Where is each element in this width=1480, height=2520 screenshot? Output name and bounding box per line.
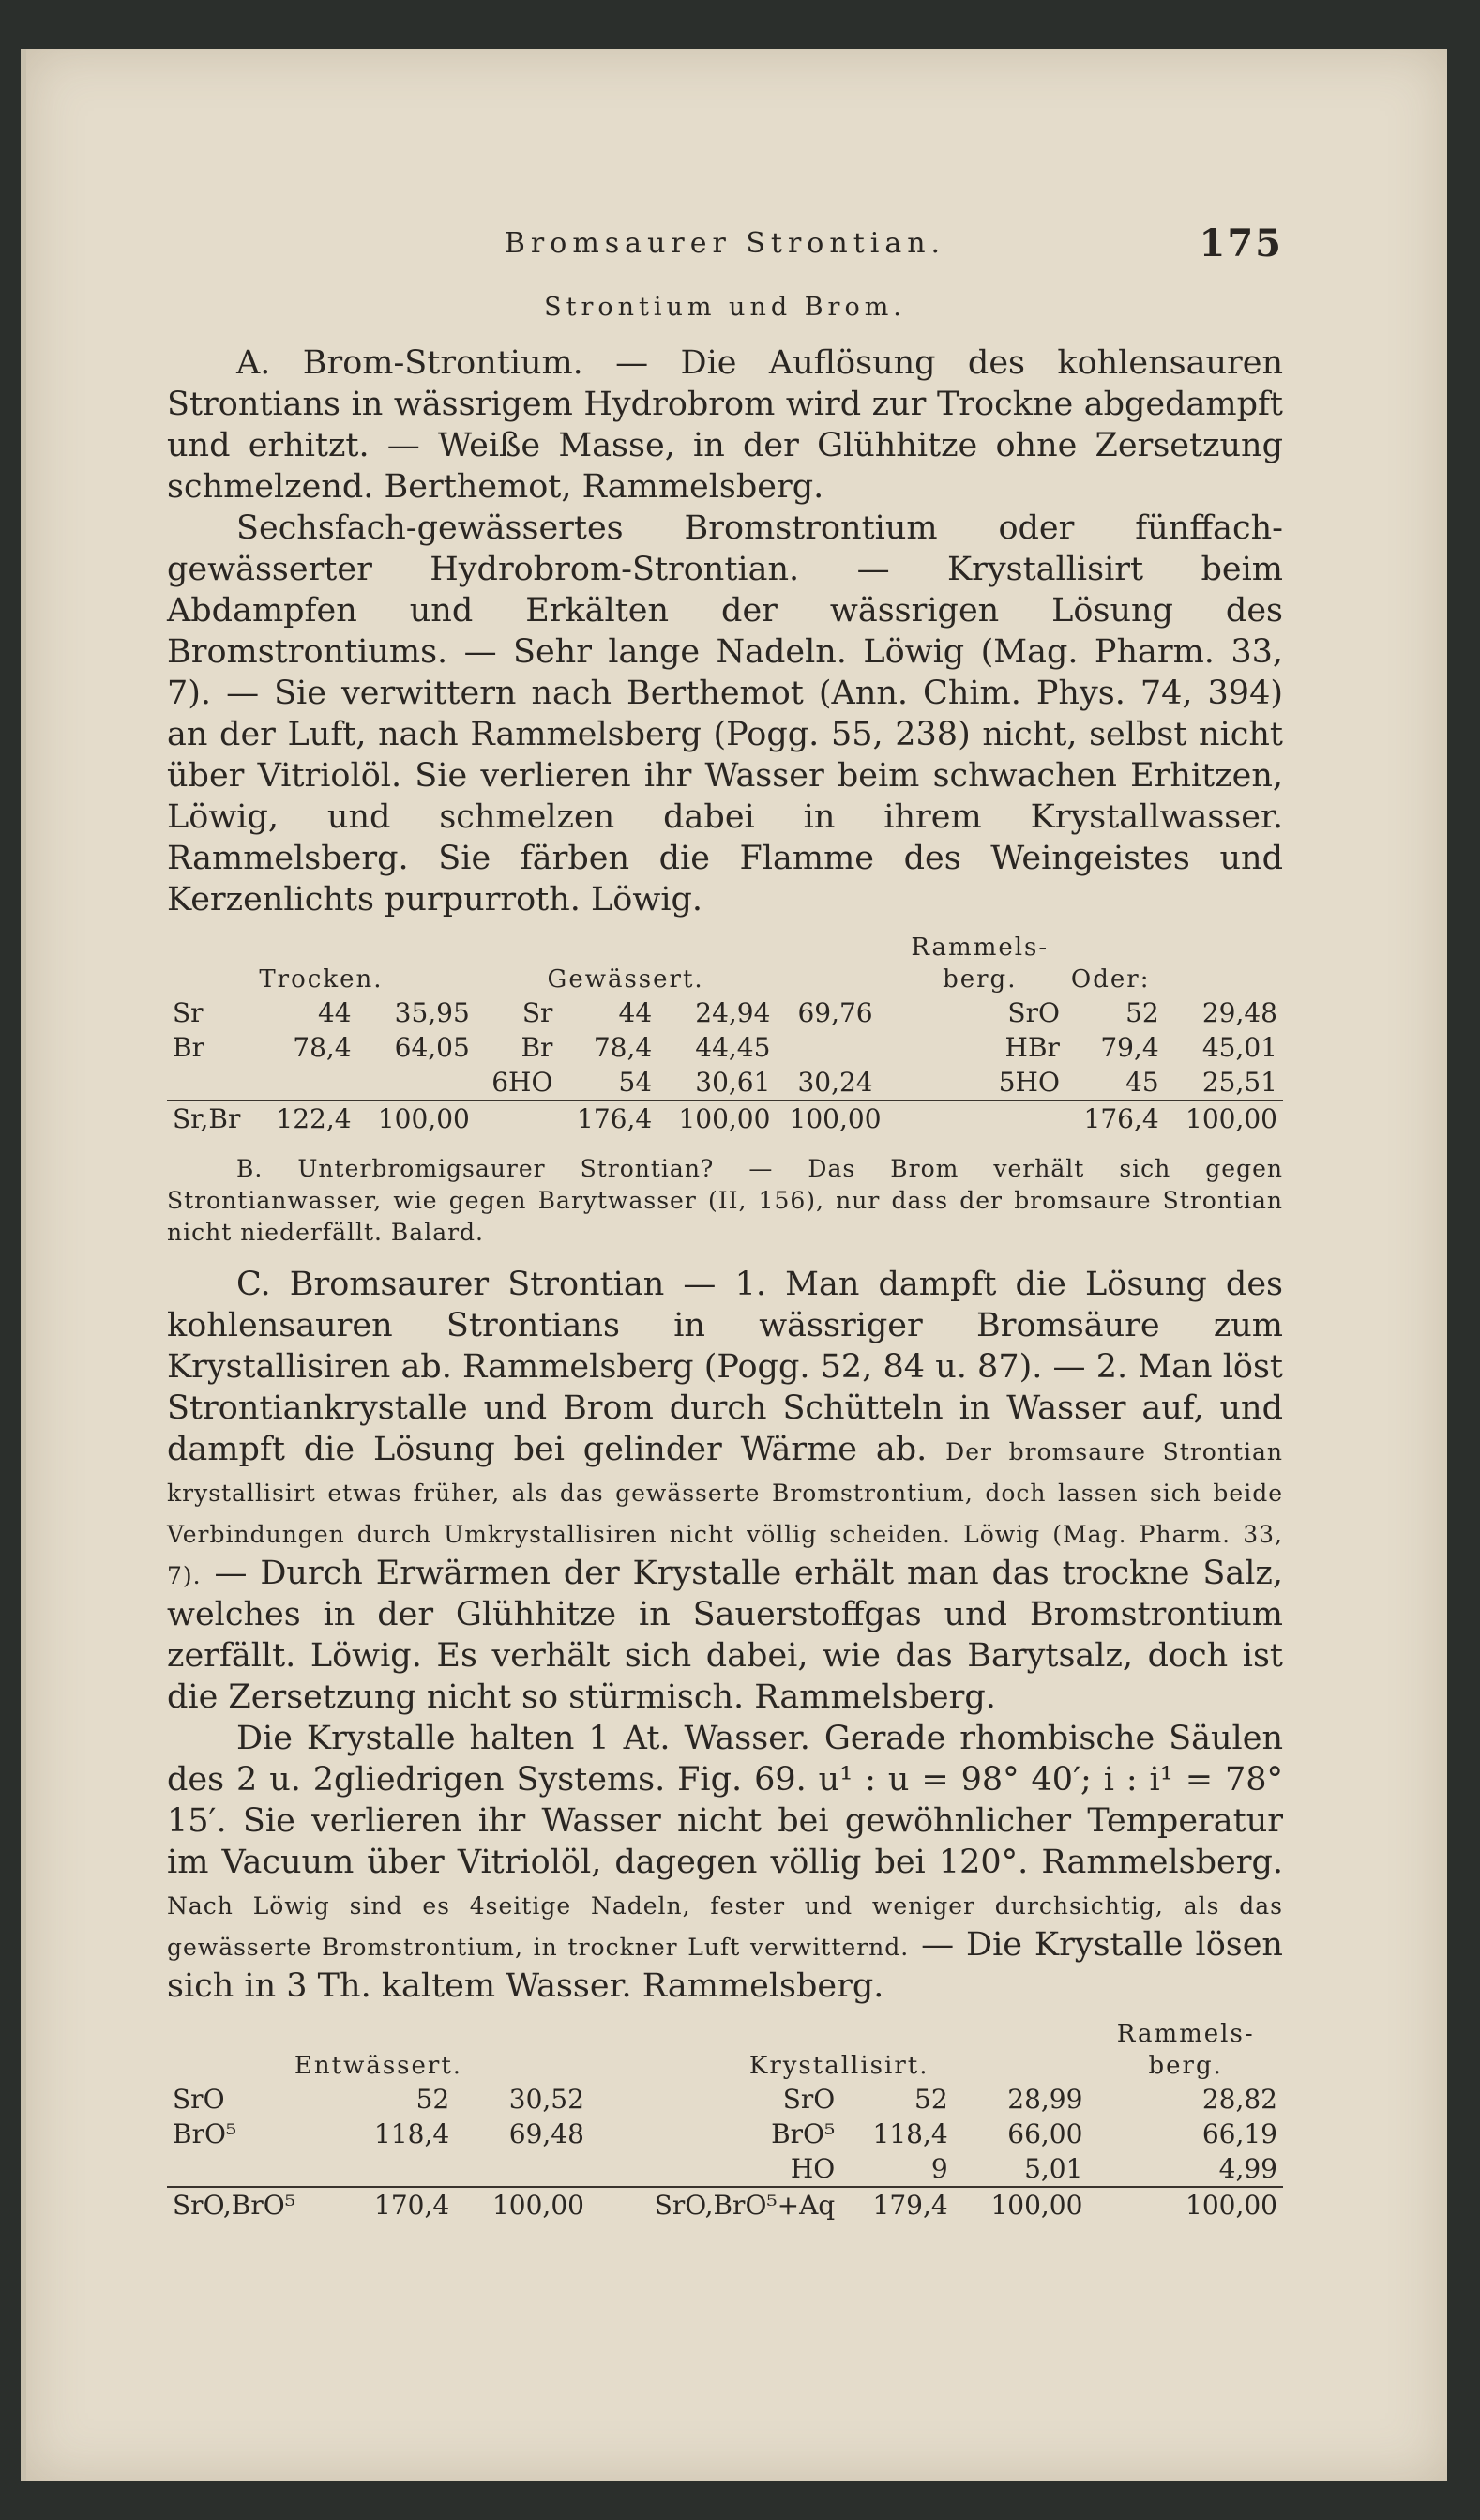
cell: SrO,BrO⁵+Aq [590, 2187, 840, 2223]
cell: 45 [1125, 1067, 1159, 1098]
cell: 30,61 [695, 1067, 771, 1098]
table-c-head-berg: berg. [1148, 2052, 1223, 2080]
cell: BrO⁵ [771, 2118, 836, 2149]
cell [776, 1030, 894, 1065]
cell: 5,01 [1024, 2153, 1083, 2184]
cell: 35,95 [394, 997, 470, 1028]
cell: HBr [1004, 1032, 1060, 1063]
cell: 100,00 [357, 1101, 476, 1136]
table-row [167, 2082, 1283, 2117]
cell [455, 2151, 590, 2187]
cell: 66,00 [1007, 2118, 1083, 2149]
cell: 78,4 [293, 1032, 352, 1063]
table-total-row [167, 2187, 1283, 2223]
cell [476, 1101, 559, 1136]
section-c-p1-small: Der bromsaure Strontian krystallisirt etwas früher, als das gewässerte Bromstrontium, doch lassen sich beide Verbindungen durch Umkrystallisiren nicht völlig scheiden. Löwig (Mag. Pharm. 33, 7). [167, 1438, 1283, 1589]
table-c-head-krystallisirt: Krystallisirt. [748, 2052, 929, 2080]
cell: 66,19 [1201, 2118, 1277, 2149]
table-total-row [167, 1101, 1283, 1136]
cell: 118,4 [374, 2118, 450, 2149]
cell: SrO [173, 2084, 225, 2115]
cell [167, 2151, 342, 2187]
table-c-head-entwaessert: Entwässert. [294, 2052, 463, 2080]
cell [342, 2151, 455, 2187]
cell: 45,01 [1201, 1032, 1277, 1063]
cell [167, 1065, 258, 1101]
cell: 118,4 [872, 2118, 948, 2149]
cell: 30,24 [797, 1067, 873, 1098]
section-c-paragraph-2 [167, 1718, 1283, 2007]
cell: 122,4 [258, 1101, 357, 1136]
table-a-head-oder: Oder: [1070, 965, 1151, 994]
table-c-header-rammels [167, 2018, 1283, 2050]
table-a-header-rammels [167, 932, 1283, 964]
cell: 52 [1125, 997, 1159, 1028]
cell: Br [173, 1032, 204, 1063]
cell: 9 [930, 2153, 948, 2184]
section-heading: Strontium und Brom. [544, 293, 906, 322]
cell [895, 1101, 1065, 1136]
section-c-p1-text: C. Bromsaurer Strontian — 1. Man dampft die Lösung des kohlensauren Strontians in wässriger Bromsäure zum Krystallisiren ab. Rammelsberg (Pogg. 52, 84 u. 87). — 2. Man löst Strontiankrystalle und Brom durch Schütteln in Wasser auf, und dampft die Lösung bei gelinder Wärme ab. [167, 1266, 1283, 1468]
cell: 69,48 [508, 2118, 584, 2149]
cell: 5HO [998, 1067, 1060, 1098]
cell: 100,00 [954, 2187, 1089, 2223]
section-b-paragraph: B. Unterbromigsaurer Strontian? — Das Brom verhält sich gegen Strontianwasser, wie gegen Barytwasser (II, 156), nur dass der bromsaure Strontian nicht niederfällt. Balard. [167, 1155, 1283, 1246]
cell: 28,99 [1007, 2084, 1083, 2115]
table-row [167, 2151, 1283, 2187]
cell: 4,99 [1218, 2153, 1277, 2184]
cell: SrO,BrO⁵ [167, 2187, 342, 2223]
cell: 24,94 [695, 997, 771, 1028]
table-a [167, 932, 1283, 1136]
cell: 64,05 [394, 1032, 470, 1063]
running-title: Bromsaurer Strontian. [504, 227, 946, 260]
cell: 54 [618, 1067, 653, 1098]
cell: 79,4 [1100, 1032, 1159, 1063]
table-a-header [167, 964, 1283, 995]
cell: 170,4 [342, 2187, 455, 2223]
cell: 176,4 [558, 1101, 657, 1136]
table-row [167, 1065, 1283, 1101]
table-row [167, 2117, 1283, 2151]
section-a-paragraph-1: A. Brom-Strontium. — Die Auflösung des kohlensauren Strontians in wässrigem Hydrobrom wird zur Trockne abgedampft und erhitzt. — Weiße Masse, in der Glühhitze ohne Zersetzung schmelzend. Berthemot, Rammelsberg. [167, 344, 1283, 506]
cell [258, 1065, 357, 1101]
table-a-head-berg: berg. [943, 965, 1018, 994]
table-a-head-trocken: Trocken. [259, 965, 384, 994]
cell: 100,00 [776, 1101, 894, 1136]
table-c [167, 2018, 1283, 2223]
table-row [167, 1030, 1283, 1065]
cell: 69,76 [797, 997, 873, 1028]
cell [357, 1065, 476, 1101]
cell: Sr,Br [167, 1101, 258, 1136]
cell: 44,45 [695, 1032, 771, 1063]
cell: 29,48 [1201, 997, 1277, 1028]
cell: HO [790, 2153, 836, 2184]
section-c-p2-end: — Die Krystalle lösen sich in 3 Th. kaltem Wasser. Rammelsberg. [167, 1926, 1283, 2005]
table-c-header [167, 2050, 1283, 2082]
cell: Sr [173, 997, 204, 1028]
cell: 52 [415, 2084, 450, 2115]
page-number: 175 [1199, 221, 1283, 266]
cell: 52 [914, 2084, 948, 2115]
cell: Sr [521, 997, 553, 1028]
cell: 6HO [491, 1067, 553, 1098]
cell: 25,51 [1201, 1067, 1277, 1098]
cell: 44 [618, 997, 653, 1028]
book-page [21, 49, 1447, 2481]
section-c-p2-text: Die Krystalle halten 1 At. Wasser. Gerade rhombische Säulen des 2 u. 2gliedrigen Systems. Fig. 69. u¹ : u = 98° 40′; i : i¹ = 78° 15′. Sie verlieren ihr Wasser nicht bei gewöhnlicher Temperatur im Vacuum über Vitriolöl, dagegen völlig bei 120°. Rammelsberg. [167, 1720, 1283, 1881]
section-c-p1-end: — Durch Erwärmen der Krystalle erhält man das trockne Salz, welches in der Glühhitze in Sauerstoffgas und Bromstrontium zerfällt. Löwig. Es verhält sich dabei, wie das Barytsalz, doch ist die Zersetzung nicht so stürmisch. Rammelsberg. [167, 1555, 1283, 1716]
cell: 28,82 [1201, 2084, 1277, 2115]
running-header [167, 221, 1283, 293]
cell: 78,4 [593, 1032, 653, 1063]
cell: Br [521, 1032, 553, 1063]
page-content [167, 221, 1283, 2239]
table-a-head-gewaessert: Gewässert. [547, 965, 704, 994]
cell: 100,00 [657, 1101, 776, 1136]
section-c-p2-small: Nach Löwig sind es 4seitige Nadeln, fester und weniger durchsichtig, als das gewässerte Bromstrontium, in trockner Luft verwitternd. [167, 1892, 1283, 1961]
cell: 100,00 [1088, 2187, 1283, 2223]
cell: SrO [1007, 997, 1060, 1028]
cell: 100,00 [455, 2187, 590, 2223]
section-a-paragraph-2: Sechsfach-gewässertes Bromstrontium oder fünffach-gewässerter Hydrobrom-Strontian. — Krystallisirt beim Abdampfen und Erkälten der wässrigen Lösung des Bromstrontiums. — Sehr lange Nadeln. Löwig (Mag. Pharm. 33, 7). — Sie verwittern nach Berthemot (Ann. Chim. Phys. 74, 394) an der Luft, nach Rammelsberg (Pogg. 55, 238) nicht, selbst nicht über Vitriolöl. Sie verlieren ihr Wasser beim schwachen Erhitzen, Löwig, und schmelzen dabei in ihrem Krystallwasser. Rammelsberg. Sie färben die Flamme des Weingeistes und Kerzenlichts purpurroth. Löwig. [167, 509, 1283, 918]
cell: 179,4 [840, 2187, 953, 2223]
table-row [167, 995, 1283, 1030]
cell: 100,00 [1165, 1101, 1283, 1136]
cell: 30,52 [508, 2084, 584, 2115]
cell: SrO [782, 2084, 836, 2115]
table-c-head-rammels: Rammels- [1116, 2020, 1255, 2048]
table-a-head-rammels: Rammels- [911, 934, 1050, 962]
cell: 176,4 [1065, 1101, 1165, 1136]
cell: BrO⁵ [173, 2118, 237, 2149]
cell: 44 [317, 997, 352, 1028]
section-c-paragraph-1 [167, 1264, 1283, 1718]
